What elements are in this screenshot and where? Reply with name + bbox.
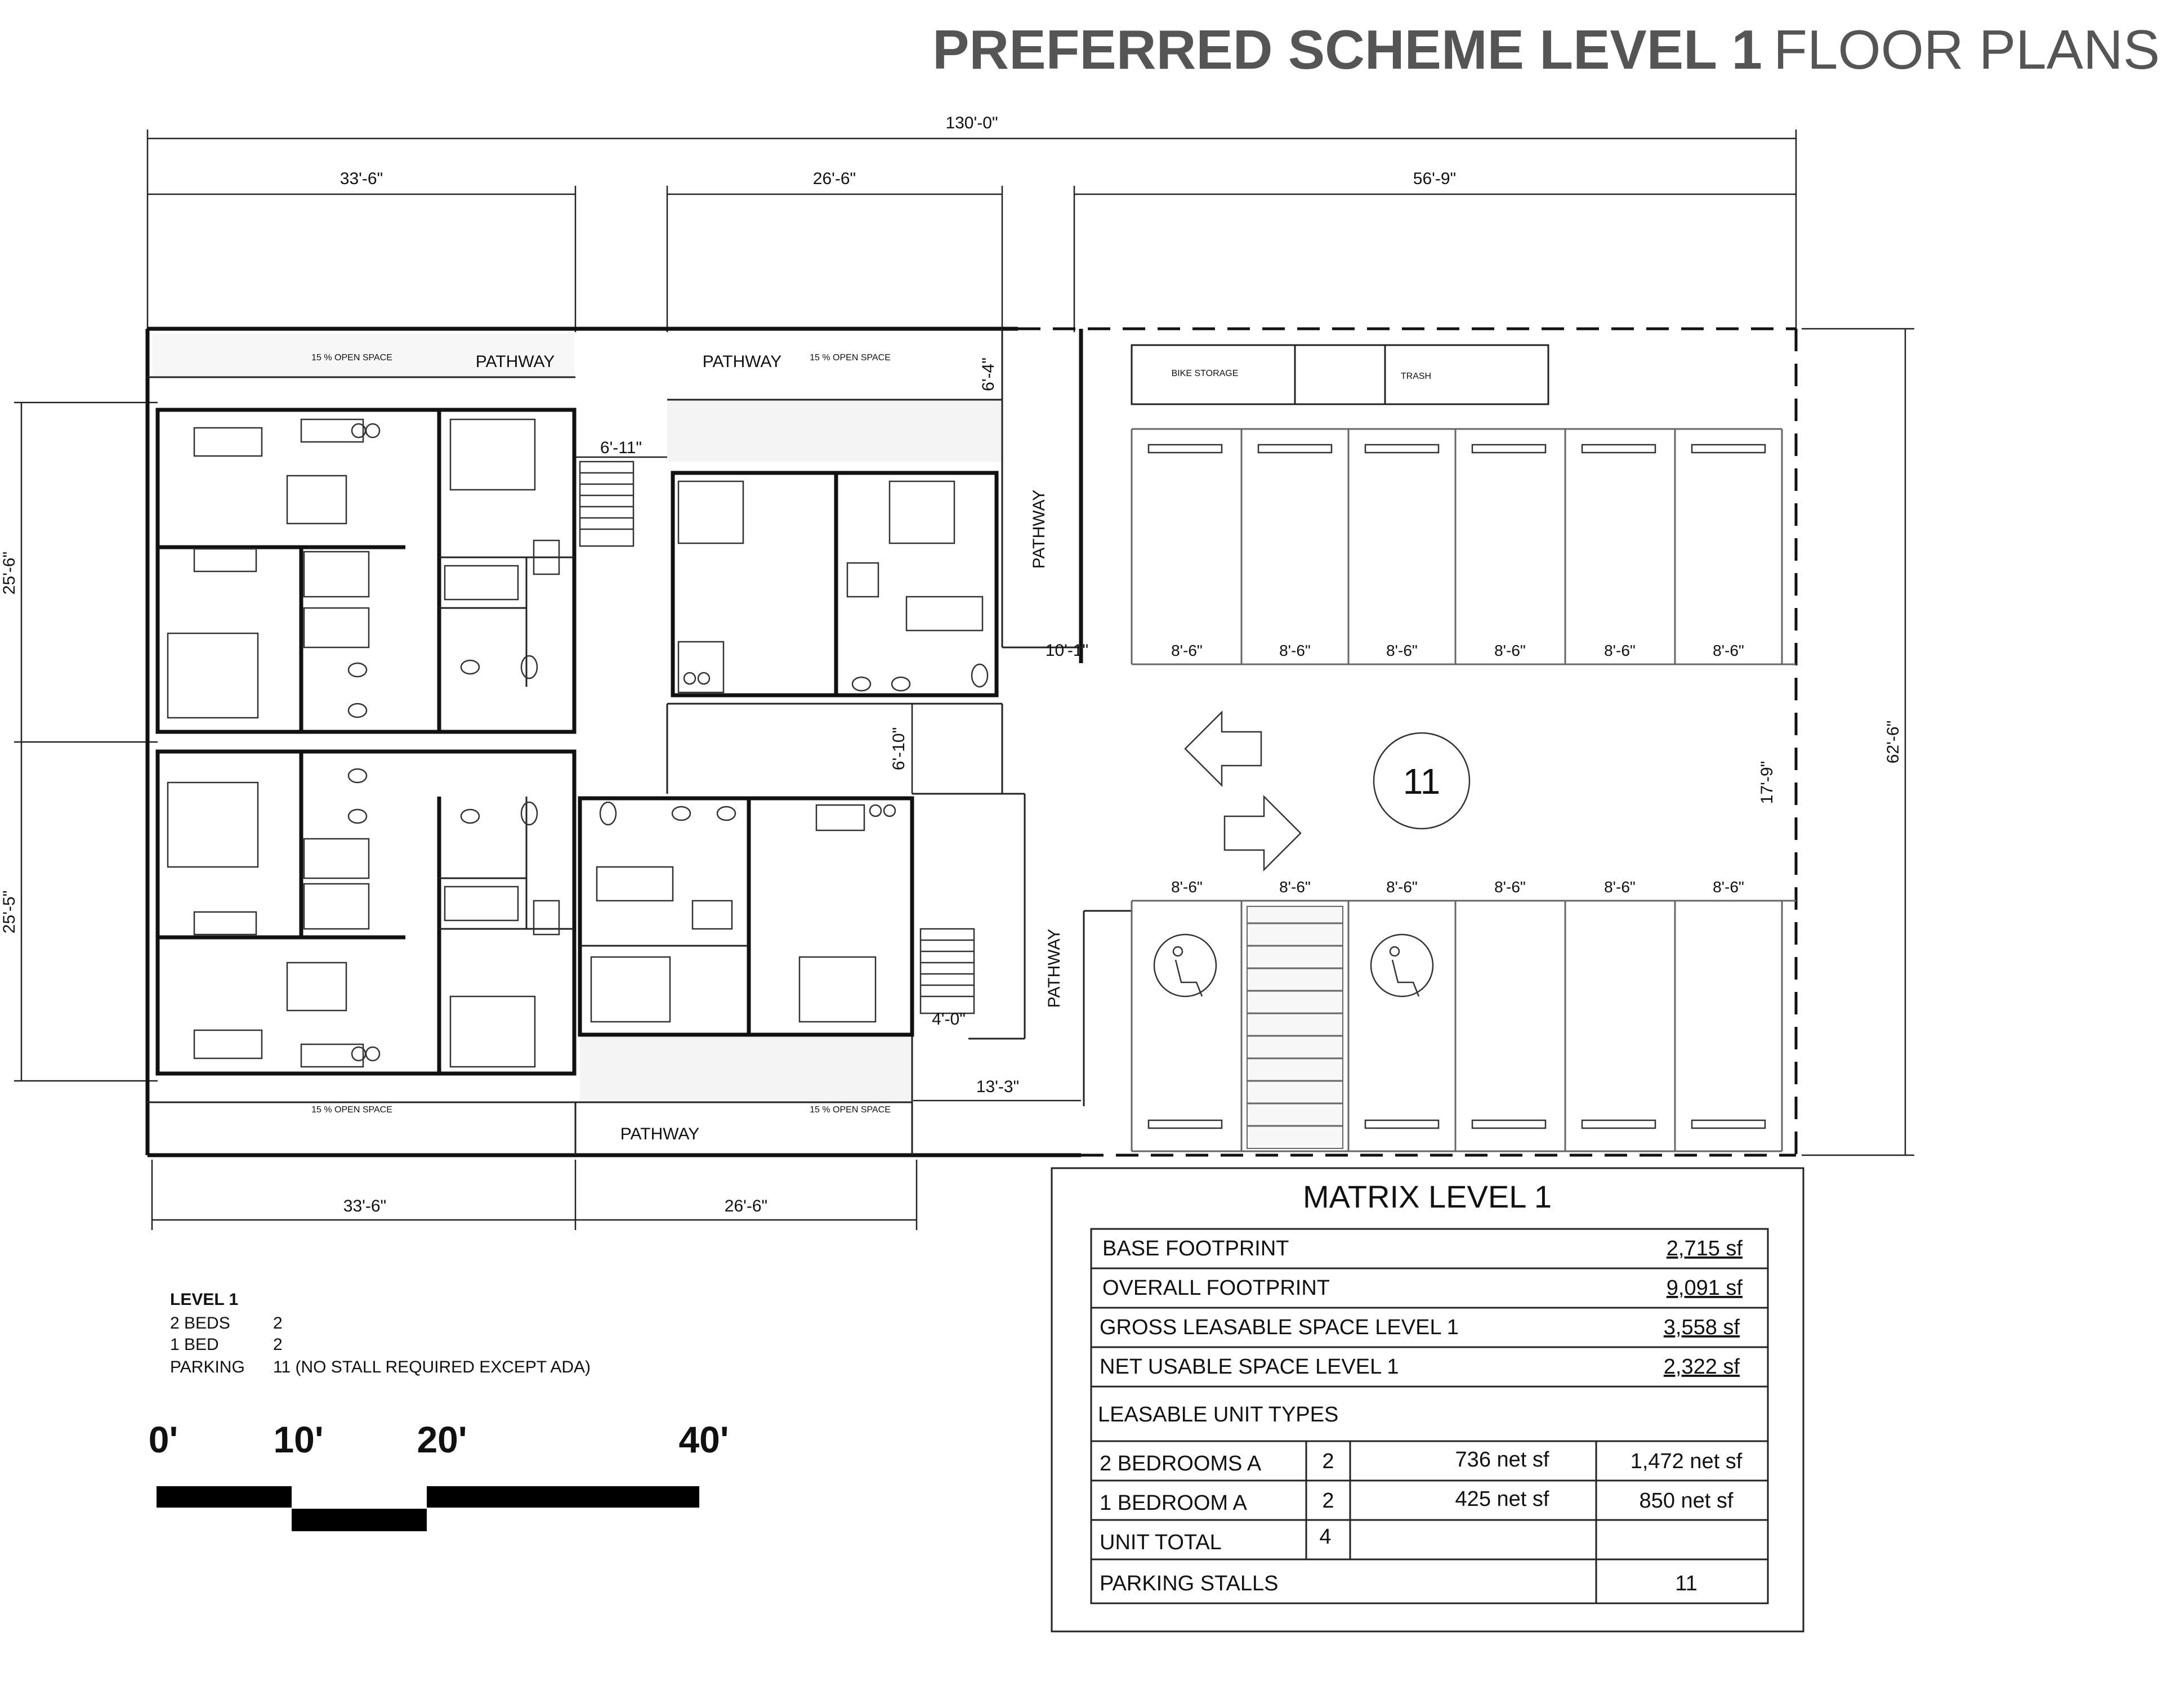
matrix-table	[1052, 1168, 1803, 1631]
matrix-title: MATRIX LEVEL 1	[1303, 1179, 1552, 1214]
unit-type-count: 2	[1322, 1450, 1334, 1473]
left-arrow-icon	[1185, 712, 1261, 785]
dim-drive-aisle: 17'-9"	[1758, 761, 1776, 804]
unit-type-total: 850 net sf	[1639, 1489, 1734, 1513]
parking-stalls-label: PARKING STALLS	[1100, 1572, 1279, 1595]
dim-stall-width: 8'-6"	[1713, 642, 1744, 659]
stair-south	[921, 929, 974, 1029]
trash-label: TRASH	[1400, 372, 1432, 381]
open-space-label: 15 % OPEN SPACE	[311, 1105, 392, 1115]
legend-value: 11 (NO STALL REQUIRED EXCEPT ADA)	[273, 1358, 591, 1376]
unit-total-label: UNIT TOTAL	[1100, 1531, 1222, 1554]
parking-area	[1132, 345, 1796, 1151]
bottom-dimensions	[152, 1160, 917, 1230]
open-space-label: 15 % OPEN SPACE	[810, 1105, 891, 1115]
dim-top-right: 56'-9"	[1413, 169, 1457, 188]
dim-stall-width: 8'-6"	[1171, 878, 1203, 896]
top-dimensions	[148, 114, 1796, 332]
matrix-summary-value: 3,558 sf	[1663, 1316, 1740, 1339]
legend-heading: LEVEL 1	[170, 1290, 239, 1309]
matrix-summary-label: NET USABLE SPACE LEVEL 1	[1100, 1355, 1399, 1379]
unit-2bed-lower	[158, 752, 574, 1074]
legend-label: PARKING	[170, 1358, 245, 1376]
dim-court-gap: 6'-10"	[890, 727, 908, 771]
parking-stalls-count: 11	[1675, 1572, 1698, 1595]
dim-stall-width: 8'-6"	[1386, 642, 1418, 659]
dim-stall-width: 8'-6"	[1171, 642, 1203, 659]
unit-type-total: 1,472 net sf	[1630, 1450, 1743, 1473]
left-dimensions	[0, 403, 158, 1081]
dim-stair-small: 4'-0"	[932, 1010, 966, 1029]
dim-pathway-width: 10'-1"	[1045, 641, 1089, 660]
stall-count-circle-label: 11	[1402, 761, 1441, 802]
dim-bottom-left: 33'-6"	[343, 1197, 387, 1215]
scale-tick-label: 20'	[417, 1419, 467, 1460]
dim-top-middle: 26'-6"	[812, 169, 856, 188]
right-arrow-icon	[1225, 797, 1301, 870]
dim-stall-width: 8'-6"	[1494, 642, 1526, 659]
unit-total-count: 4	[1319, 1525, 1332, 1549]
unit-1bed-lower	[580, 798, 912, 1035]
dim-stall-width: 8'-6"	[1604, 642, 1636, 659]
dim-stair-gap: 6'-11"	[600, 439, 642, 457]
north-open-space-middle	[667, 352, 1002, 462]
title-bold: PREFERRED SCHEME LEVEL 1	[932, 19, 1762, 81]
dim-stall-width: 8'-6"	[1279, 878, 1311, 896]
dim-bottom-middle: 26'-6"	[724, 1197, 768, 1215]
title-light: FLOOR PLANS	[1774, 19, 2160, 81]
matrix-summary-value: 2,715 sf	[1666, 1237, 1743, 1260]
legend-value: 2	[273, 1335, 283, 1354]
dim-stall-width: 8'-6"	[1494, 878, 1526, 896]
dim-north-offset: 6'-4"	[979, 357, 998, 391]
dim-overall-width: 130'-0"	[945, 114, 998, 132]
unit-1bed-upper	[667, 473, 1002, 794]
unit-2bed-upper	[158, 410, 574, 732]
matrix-summary-label: OVERALL FOOTPRINT	[1102, 1276, 1330, 1300]
dim-stall-width: 8'-6"	[1279, 642, 1311, 659]
ada-icon	[1371, 935, 1433, 996]
dim-left-upper: 25'-6"	[0, 551, 19, 595]
dim-stall-width: 8'-6"	[1604, 878, 1636, 896]
pathway-label: PATHWAY	[1030, 489, 1048, 569]
scale-bar	[149, 1419, 729, 1531]
matrix-summary-value: 9,091 sf	[1666, 1276, 1743, 1300]
unit-type-label: 2 BEDROOMS A	[1100, 1452, 1262, 1476]
unit-type-net: 736 net sf	[1455, 1448, 1549, 1472]
dim-stall-width: 8'-6"	[1386, 878, 1418, 896]
matrix-unit-types-heading: LEASABLE UNIT TYPES	[1098, 1403, 1339, 1427]
dim-left-lower: 25'-5"	[0, 890, 19, 934]
open-space-label: 15 % OPEN SPACE	[311, 353, 392, 363]
dim-right-overall: 62'-6"	[1884, 720, 1902, 764]
ada-icon	[1154, 935, 1216, 996]
unit-type-label: 1 BEDROOM A	[1100, 1491, 1247, 1515]
pathway-label: PATHWAY	[702, 352, 782, 371]
north-open-space	[148, 333, 575, 377]
legend-label: 1 BED	[170, 1335, 219, 1354]
dim-top-left: 33'-6"	[340, 169, 383, 188]
stair-north	[575, 439, 667, 546]
dim-south-offset: 13'-3"	[976, 1077, 1020, 1096]
scale-tick-label: 0'	[148, 1419, 178, 1460]
bike-storage-label: BIKE STORAGE	[1171, 369, 1239, 378]
matrix-summary-value: 2,322 sf	[1663, 1355, 1740, 1379]
right-dimension	[1802, 329, 1914, 1155]
pathway-label: PATHWAY	[620, 1125, 700, 1143]
matrix-summary-label: GROSS LEASABLE SPACE LEVEL 1	[1100, 1316, 1459, 1339]
unit-type-net: 425 net sf	[1455, 1487, 1549, 1511]
pathway-label: PATHWAY	[475, 352, 555, 371]
unit-type-count: 2	[1322, 1489, 1334, 1513]
legend-label: 2 BEDS	[170, 1314, 230, 1333]
scale-tick-label: 10'	[273, 1419, 324, 1460]
open-space-label: 15 % OPEN SPACE	[810, 353, 891, 363]
dim-stall-width: 8'-6"	[1713, 878, 1744, 896]
matrix-summary-label: BASE FOOTPRINT	[1102, 1237, 1289, 1260]
level-legend	[170, 1290, 591, 1376]
legend-value: 2	[273, 1314, 283, 1333]
pathway-label: PATHWAY	[1045, 928, 1064, 1008]
scale-tick-label: 40'	[678, 1419, 729, 1460]
